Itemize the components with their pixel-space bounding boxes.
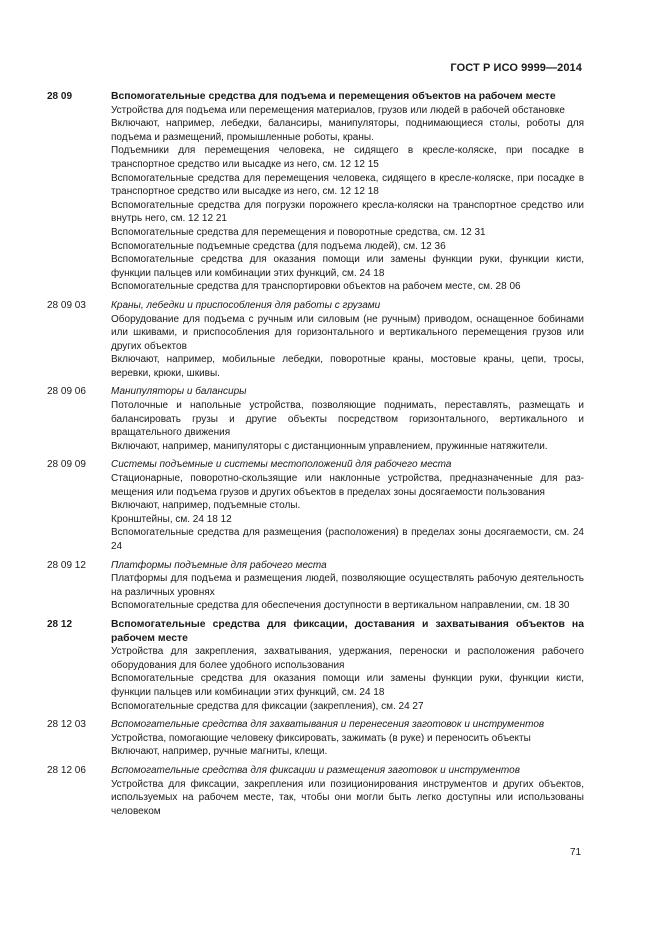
entry-text: Подъемники для перемещения человека, не сидящего в кресле-коляске, при посадке в транспортное средство или высадке из него, см. 12 12 15	[111, 145, 584, 170]
entry-text: Вспомогательные средства для транспортировки объектов на рабочем месте, см. 28 06	[111, 281, 521, 293]
entry-code: 28 12	[47, 618, 73, 630]
entry-text: Включают, например, мобильные лебедки, поворотные краны, мостовые краны, цепи, тросы, веревки, крюки, шкивы.	[111, 354, 584, 379]
entry-title: Вспомогательные средства для фиксации и размещения заготовок и инструментов	[111, 764, 520, 776]
entry-text: Вспомогательные средства для перемещения человека, сидящего в кресле-коляске, при посадке в транспортное средство или высадке из него, см. 12 12 18	[111, 172, 584, 198]
entry-text: Включают, например, ручные магниты, клещи.	[111, 746, 328, 758]
entry-title: Вспомогательные средства для захватывания и перенесения заготовок и инструментов	[111, 719, 545, 731]
entry-text: Устройства, помогающие человеку фиксировать, зажимать (в руке) и переносить объекты	[111, 732, 531, 744]
page-number: 71	[570, 847, 582, 858]
entry-text: Устройства для фиксации, закрепления или позиционирования инструментов и других объектов, используемых на рабочем месте, так, чтобы они могли быть легко доступны или использованы человеком	[111, 778, 584, 817]
entry	[47, 764, 584, 818]
entry-text: Вспомогательные средства для оказания помощи или замены функции руки, функции кисти, функции пальцев или комбинации этих функций, см. 24 18	[111, 254, 584, 279]
entry	[47, 618, 584, 713]
entry-text: Устройства для закрепления, захватывания, удержания, переноски и расположения рабочего оборудования для более удобного использования	[111, 646, 584, 671]
entry-text: Оборудование для подъема с ручным или силовым (не ручным) приводом, оснащенное бобинами или шкивами, и приспособления для горизонтального и вертикального перемещения грузов или других объектов	[111, 313, 584, 352]
entry	[47, 385, 584, 453]
entry-title: Манипуляторы и балансиры	[111, 386, 247, 398]
entry-code: 28 09 12	[47, 559, 86, 571]
entry-text: Включают, например, манипуляторы с дистанционным управлением, пружинные натяжители.	[111, 440, 548, 452]
entry-text: Вспомогательные средства для обеспечения доступности в вертикальном направлении, см. 18 30	[111, 600, 570, 612]
entry	[47, 458, 584, 553]
entry-text: Кронштейны, см. 24 18 12	[111, 513, 232, 525]
entry-title: Платформы подъемные для рабочего места	[111, 559, 327, 571]
entry-code: 28 12 03	[47, 719, 86, 731]
entry-code: 28 12 06	[47, 764, 86, 776]
entry-text: Включают, например, подъемные столы.	[111, 500, 301, 512]
entry-code: 28 09 06	[47, 386, 86, 398]
entry-text: Устройства для подъема или перемещения материалов, грузов или людей в рабочей обстановке	[111, 104, 565, 116]
entry-text: Вспомогательные средства для перемещения и поворотные средства, см. 12 31	[111, 226, 486, 238]
entry	[47, 559, 584, 613]
entry-title: Вспомогательные средства для подъема и перемещения объектов на рабочем месте	[111, 91, 556, 102]
entry-text: Вспомогательные подъемные средства (для подъема людей), см. 12 36	[111, 240, 446, 252]
entry-text: Стационарные, поворотно-скользящие или наклонные устройства, предназначенные для размещения или подъема грузов и других объектов в пределах зоны досягаемости пользования	[111, 473, 584, 498]
entry	[47, 718, 584, 759]
entry-code: 28 09 03	[47, 299, 86, 311]
entry-text: Потолочные и напольные устройства, позволяющие поднимать, переставлять, размещать и балансировать грузы и другие объекты посредством горизонтального, вертикального и вращательного движения	[111, 400, 584, 439]
entry-text: Вспомогательные средства для размещения (расположения) в пределах зоны досягаемости, см. 24 24	[111, 527, 584, 552]
entry	[47, 90, 584, 294]
entry-title: Системы подъемные и системы местоположений для рабочего места	[111, 459, 452, 471]
standard-header: ГОСТ Р ИСО 9999—2014	[450, 62, 582, 74]
entry	[47, 299, 584, 381]
entry-title: Краны, лебедки и приспособления для работы с грузами	[111, 299, 381, 311]
entry-text: Вспомогательные средства для погрузки порожнего кресла-коляски на транспортное средство или внутрь него, см. 12 12 21	[111, 199, 584, 225]
entry-code: 28 09 09	[47, 459, 86, 471]
entry-text: Платформы для подъема и размещения людей, позволяющие осуществлять рабочую деятельность на различных уровнях	[111, 573, 584, 598]
entry-text: Вспомогательные средства для фиксации (закрепления), см. 24 27	[111, 700, 424, 712]
entry-text: Вспомогательные средства для оказания помощи или замены функции руки, функции кисти, функции пальцев или комбинации этих функций, см. 24 18	[111, 673, 584, 698]
document-body	[47, 90, 584, 818]
entry-title: Вспомогательные средства для фиксации, доставания и захватывания объектов на рабочем месте	[111, 618, 584, 644]
entry-text: Включают, например, лебедки, балансиры, манипуляторы, поднимающиеся столы, роботы для подъема и размещений, промышленные роботы, краны.	[111, 118, 584, 143]
entry-code: 28 09	[47, 91, 73, 102]
